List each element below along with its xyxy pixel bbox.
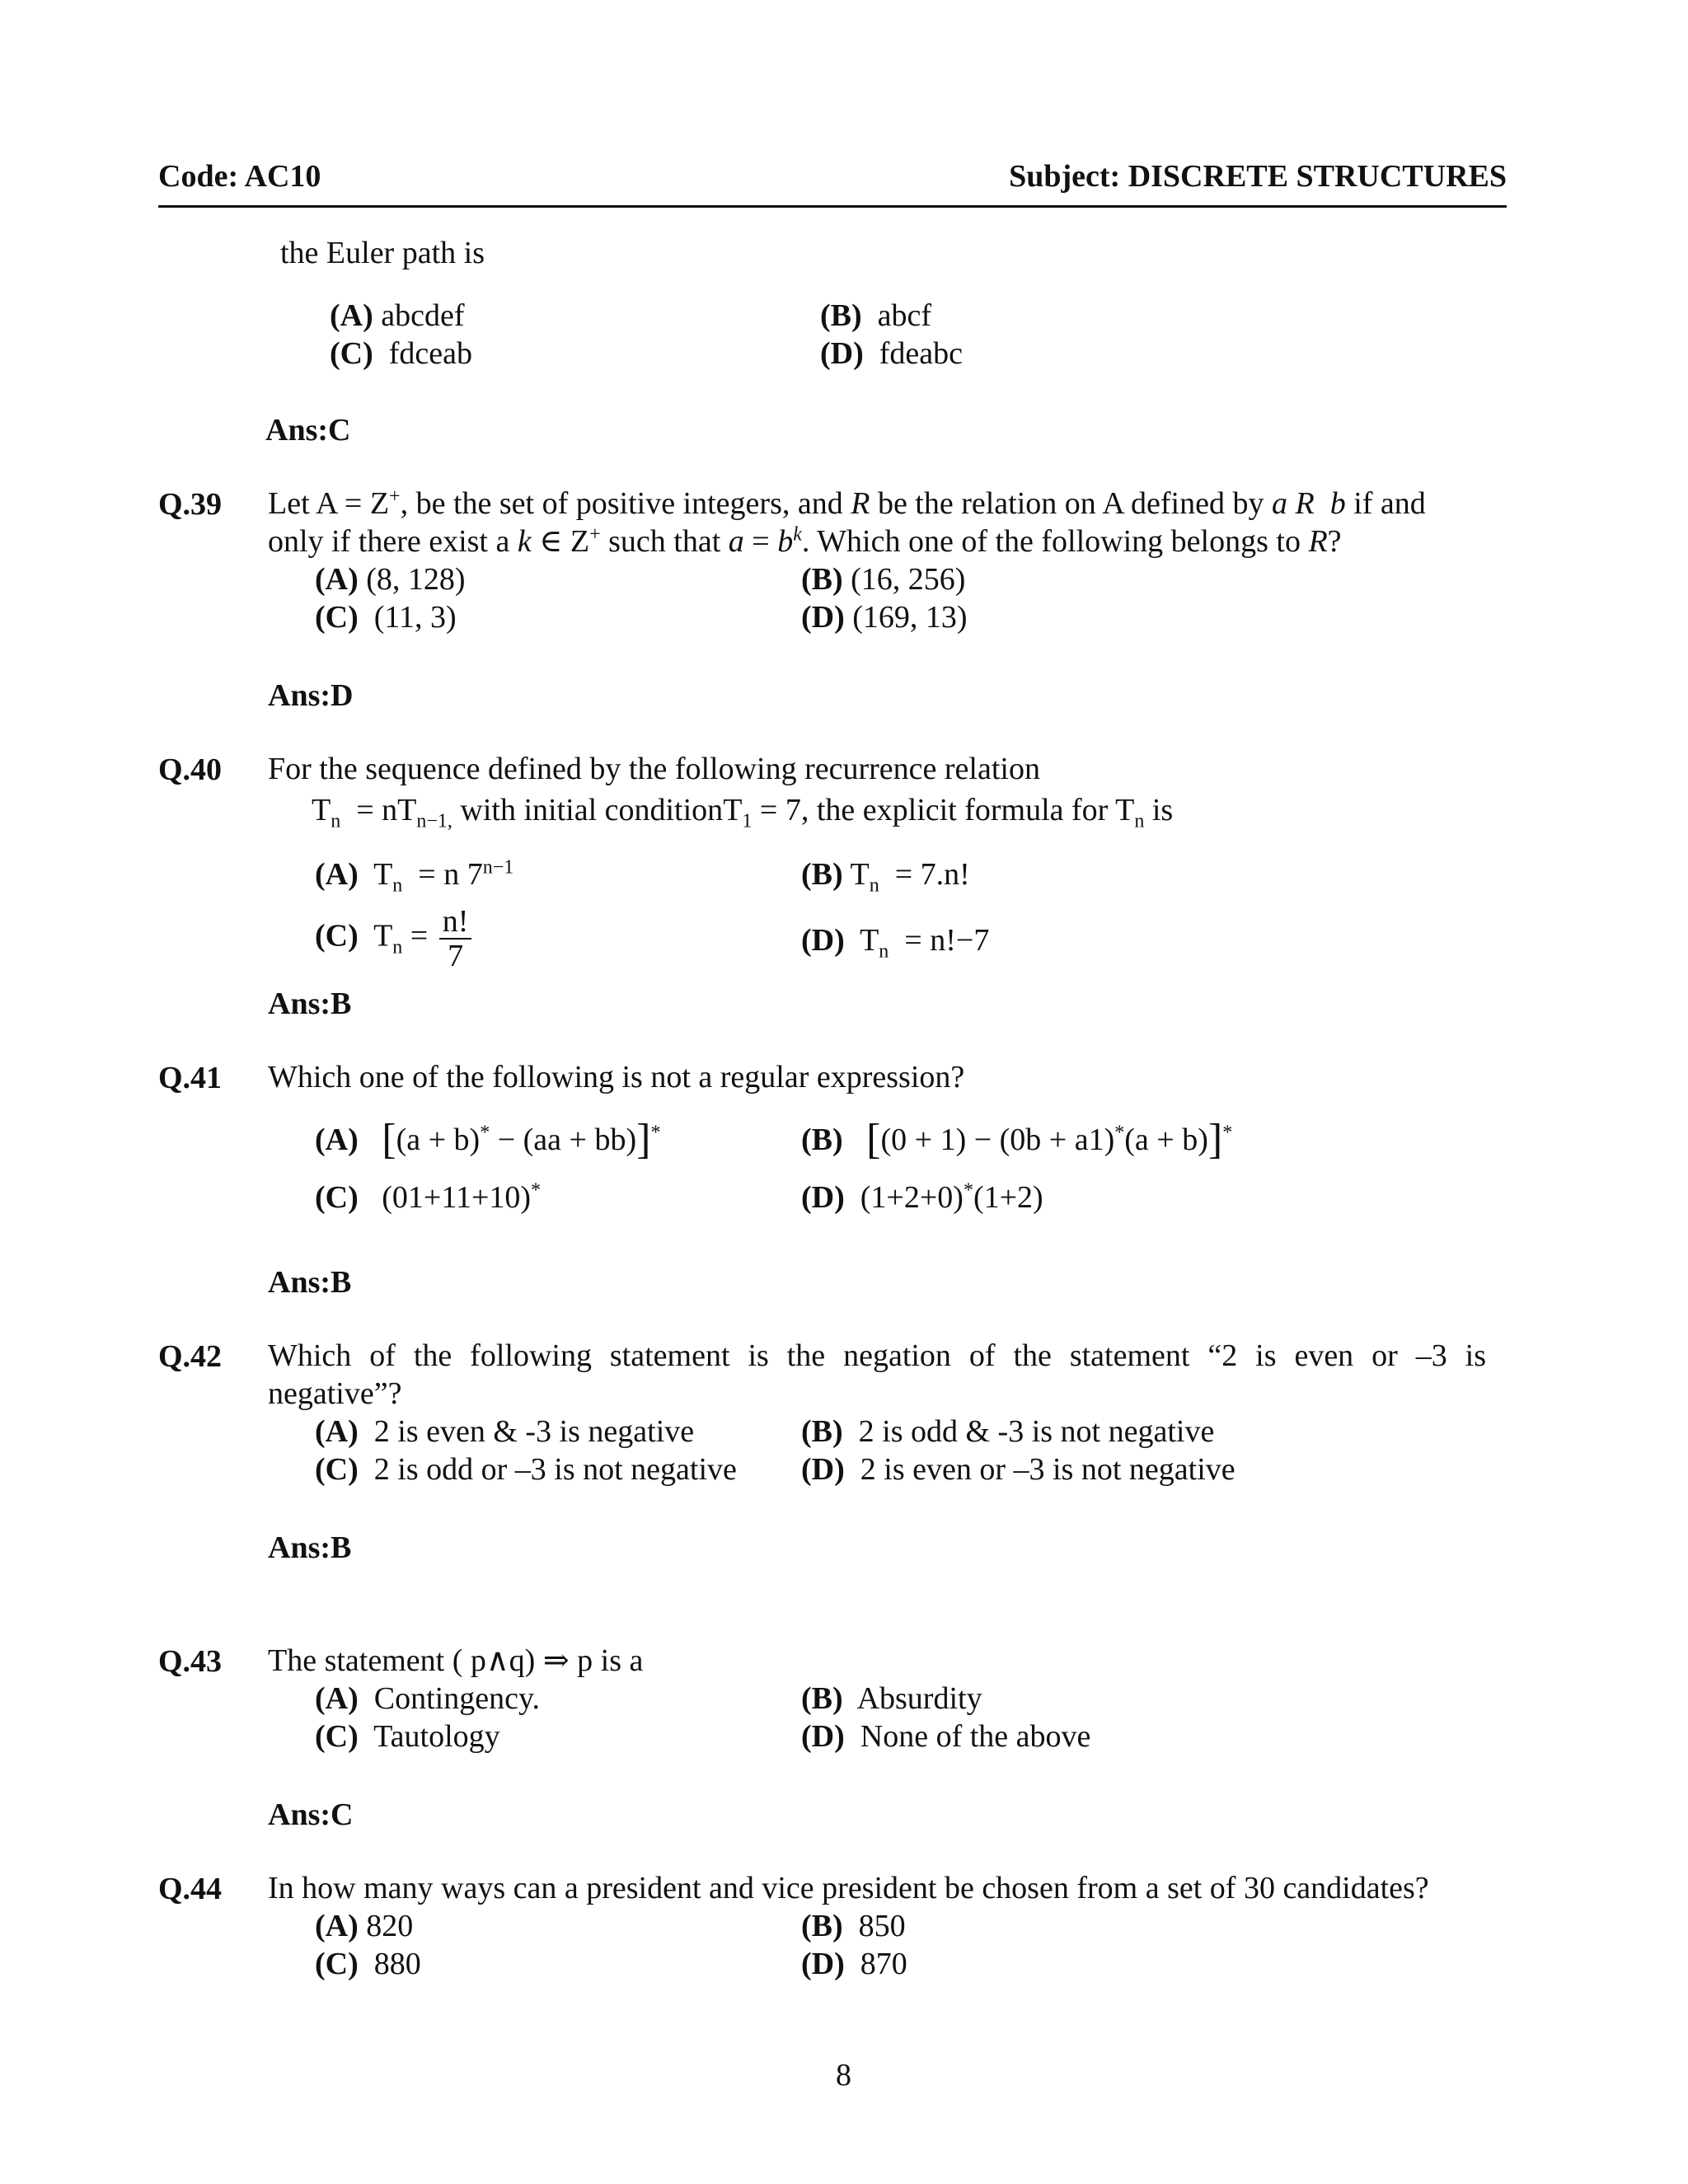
q43-option-b: (B) Absurdity [801,1681,982,1716]
q44-option-a: (A) 820 [315,1909,414,1943]
q39-answer: Ans:D [268,678,354,713]
q43-option-c: (C) Tautology [315,1719,500,1754]
q39-option-d: (D) (169, 13) [801,600,968,635]
q39-option-b: (B) (16, 256) [801,562,966,597]
q44-option-d: (D) 870 [801,1947,907,1981]
q42-answer: Ans:B [268,1530,352,1565]
q43-text: The statement ( p∧q) ⇒ p is a [268,1643,644,1678]
q43-answer: Ans:C [268,1797,354,1832]
q44-option-b: (B) 850 [801,1909,906,1943]
q38-text: the Euler path is [280,236,485,270]
q42-option-b: (B) 2 is odd & -3 is not negative [801,1414,1215,1449]
q42-option-a: (A) 2 is even & -3 is negative [315,1414,695,1449]
q39-line1: Let A = Z+, be the set of positive integers, and R be the relation on A defined by a R b if and [268,485,1426,521]
q39-option-a: (A) (8, 128) [315,562,466,597]
q40-option-d: (D) $T_n = n!-7$ [801,923,990,963]
page-number: 8 [836,2058,851,2093]
q40-option-c: (C) $T_n$ = $\frac{n!}{7}$ [315,905,471,972]
q42-line2: negative”? [268,1376,402,1411]
q41-option-d: (D) (1+2+0)*(1+2) [801,1179,1043,1215]
q40-option-b: (B) $T_n = 7.n$! [801,857,970,897]
q44-text: In how many ways can a president and vice president be chosen from a set of 30 candidates? [268,1871,1429,1905]
q43-option-d: (D) None of the above [801,1719,1091,1754]
q38-option-c: (C) fdceab [330,336,473,371]
q41-option-b: (B) [(0 + 1) − (0b + a1)*(a + b)]* [801,1116,1233,1163]
q43-number: Q.43 [158,1644,223,1679]
header-code: Code: AC10 [158,159,321,194]
q39-number: Q.39 [158,487,223,522]
q40-option-a: (A) $T_n = n$ $7^{n-1}$ [315,856,514,897]
q43-option-a: (A) Contingency. [315,1681,540,1716]
q39-line2: only if there exist a k ∈ Z+ such that $a = b^k$. Which one of the following belongs to R? [268,523,1342,559]
q41-answer: Ans:B [268,1265,352,1300]
q44-number: Q.44 [158,1872,223,1906]
q40-answer: Ans:B [268,987,352,1021]
q42-option-d: (D) 2 is even or –3 is not negative [801,1452,1236,1487]
q41-text: Which one of the following is not a regular expression? [268,1060,965,1094]
q42-line1: Which of the following statement is the negation of the statement “2 is even or –3 is [268,1338,1486,1373]
q44-option-c: (C) 880 [315,1947,421,1981]
header-rule [158,205,1507,208]
q38-option-b: (B) abcf [820,298,932,333]
q38-answer: Ans:C [265,413,351,448]
q40-line1: For the sequence defined by the following recurrence relation [268,752,1040,786]
q40-line2: $T_n = nT_{n-1,}$ with initial conditionT$_1$ = 7, the explicit formula for $T_n$ is [312,793,1174,832]
q41-option-c: (C) (01+11+10)* [315,1179,542,1215]
q42-number: Q.42 [158,1339,223,1374]
q41-option-a: (A) [(a + b)* − (aa + bb)]* [315,1116,661,1163]
header-subject: Subject: DISCRETE STRUCTURES [1009,159,1507,194]
q42-option-c: (C) 2 is odd or –3 is not negative [315,1452,737,1487]
q39-option-c: (C) (11, 3) [315,600,457,635]
q38-option-d: (D) fdeabc [820,336,964,371]
q38-option-a: (A) abcdef [330,298,465,333]
q40-fraction: $\frac{n!}{7}$ [439,905,472,972]
q40-number: Q.40 [158,752,223,787]
q41-number: Q.41 [158,1061,223,1095]
